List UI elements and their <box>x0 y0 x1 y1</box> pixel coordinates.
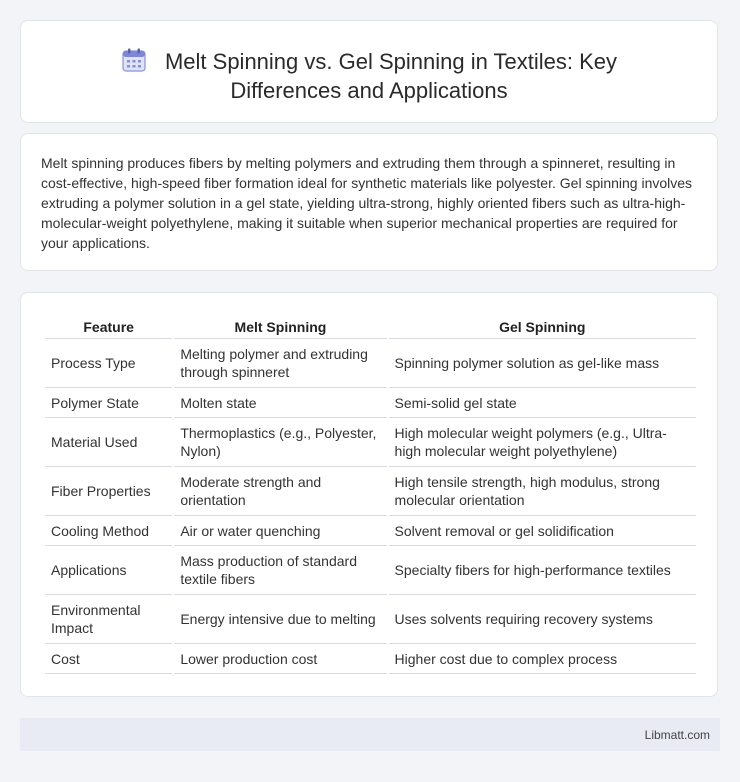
cell-feature: Environmental Impact <box>45 595 172 644</box>
calendar-icon <box>121 47 147 73</box>
cell-feature: Material Used <box>45 418 172 467</box>
header-gel-spinning: Gel Spinning <box>389 316 696 339</box>
table-header-row <box>45 316 696 339</box>
table-row <box>45 467 696 516</box>
table-row <box>45 388 696 418</box>
cell-melt: Thermoplastics (e.g., Polyester, Nylon) <box>174 418 386 467</box>
title-line-1: Melt Spinning vs. Gel Spinning in Textiles: Key <box>164 49 618 74</box>
cell-feature: Applications <box>45 546 172 595</box>
table-row <box>45 516 696 546</box>
footer-bar <box>20 718 720 751</box>
title-card <box>20 20 718 123</box>
table-row <box>45 418 696 467</box>
cell-gel: High tensile strength, high modulus, strong molecular orientation <box>389 467 696 516</box>
cell-gel: Spinning polymer solution as gel-like mass <box>389 339 696 388</box>
cell-feature: Process Type <box>45 339 172 388</box>
cell-gel: High molecular weight polymers (e.g., Ultra-high molecular weight polyethylene) <box>389 418 696 467</box>
footer-site-link[interactable]: Libmatt.com <box>644 728 710 742</box>
cell-melt: Air or water quenching <box>174 516 386 546</box>
cell-gel: Semi-solid gel state <box>389 388 696 418</box>
table-row <box>45 339 696 388</box>
summary-card <box>20 133 718 271</box>
cell-melt: Molten state <box>174 388 386 418</box>
comparison-table-card <box>20 292 718 697</box>
table-row <box>45 595 696 644</box>
cell-feature: Polymer State <box>45 388 172 418</box>
summary-text: Melt spinning produces fibers by melting polymers and extruding them through a spinneret, resulting in cost-effective, high-speed fiber formation ideal for synthetic materials like polyester. Gel spinning involves extruding a polymer solution in a gel state, yielding ultra-strong, highly oriented fibers such as ultra-high-molecular-weight polyethylene, making it suitable when superior mechanical properties are required for your applications. <box>41 155 693 251</box>
table-row <box>45 546 696 595</box>
cell-melt: Mass production of standard textile fibers <box>174 546 386 595</box>
cell-melt: Moderate strength and orientation <box>174 467 386 516</box>
cell-gel: Specialty fibers for high-performance textiles <box>389 546 696 595</box>
table-row <box>45 644 696 674</box>
cell-feature: Cost <box>45 644 172 674</box>
cell-melt: Melting polymer and extruding through spinneret <box>174 339 386 388</box>
title-line-2: Differences and Applications <box>230 78 508 103</box>
page-title <box>21 47 717 105</box>
header-feature: Feature <box>45 316 172 339</box>
cell-melt: Energy intensive due to melting <box>174 595 386 644</box>
cell-melt: Lower production cost <box>174 644 386 674</box>
cell-feature: Fiber Properties <box>45 467 172 516</box>
header-melt-spinning: Melt Spinning <box>174 316 386 339</box>
cell-gel: Solvent removal or gel solidification <box>389 516 696 546</box>
comparison-table <box>43 316 698 674</box>
cell-feature: Cooling Method <box>45 516 172 546</box>
cell-gel: Uses solvents requiring recovery systems <box>389 595 696 644</box>
cell-gel: Higher cost due to complex process <box>389 644 696 674</box>
